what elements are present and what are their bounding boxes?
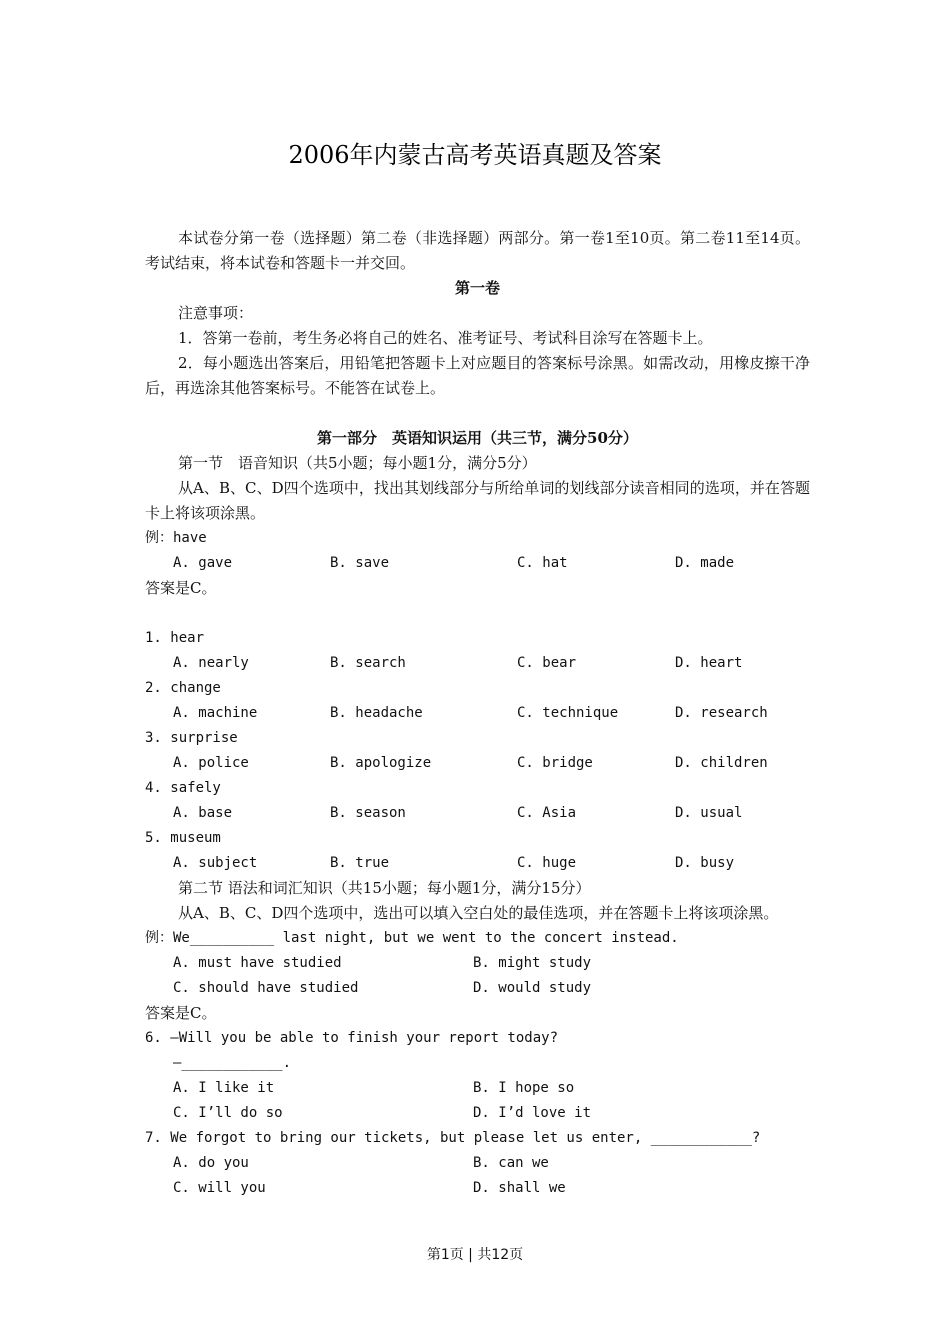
option-b: B. save xyxy=(330,555,390,571)
page-footer: 第1页 | 共12页 xyxy=(426,1247,524,1263)
section-heading: 第二节 语法和词汇知识（共15小题；每小题1分，满分15分） xyxy=(178,879,591,897)
example-options xyxy=(145,551,810,576)
question-options-row-2 xyxy=(145,1176,810,1201)
option-b: B. search xyxy=(330,655,406,671)
option-c: C. should have studied xyxy=(173,980,359,996)
question-options xyxy=(145,851,810,876)
question-options-row-1 xyxy=(145,1151,810,1176)
option-d: D. children xyxy=(675,755,768,771)
volume-heading: 第一卷 xyxy=(454,279,500,297)
option-c: C. technique xyxy=(517,705,619,721)
option-c: C. will you xyxy=(173,1180,266,1196)
option-a: A. I like it xyxy=(173,1080,275,1096)
page-title: 2006年内蒙古高考英语真题及答案 xyxy=(288,141,662,169)
question-options-row-2 xyxy=(145,1101,810,1126)
question-options xyxy=(145,651,810,676)
option-d: D. shall we xyxy=(473,1180,566,1196)
option-b: B. might study xyxy=(473,955,592,971)
example-answer: 答案是C。 xyxy=(145,1004,217,1022)
option-a: A. machine xyxy=(173,705,258,721)
option-b: B. true xyxy=(330,855,390,871)
notice-item-1: 1．答第一卷前，考生务必将自己的姓名、准考证号、考试科目涂写在答题卡上。 xyxy=(178,329,713,347)
question-word: 2. change xyxy=(145,680,221,696)
option-b: B. season xyxy=(330,805,406,821)
example-options-row-1 xyxy=(145,951,810,976)
section-instructions: 从A、B、C、D四个选项中，选出可以填入空白处的最佳选项，并在答题卡上将该项涂黑。 xyxy=(178,904,779,922)
option-d: D. would study xyxy=(473,980,592,996)
question-stem: 6. —Will you be able to finish your report today? xyxy=(145,1030,559,1046)
option-d: D. made xyxy=(675,555,735,571)
question-word: 5. museum xyxy=(145,830,221,846)
example-options-row-2 xyxy=(145,976,810,1001)
option-d: D. busy xyxy=(675,855,735,871)
option-c: C. bridge xyxy=(517,755,593,771)
option-a: A. police xyxy=(173,755,249,771)
section-heading: 第一节 语音知识（共5小题；每小题1分，满分5分） xyxy=(178,454,537,472)
option-a: A. base xyxy=(173,805,233,821)
question-stem: 7. We forgot to bring our tickets, but please let us enter, ____________? xyxy=(145,1130,761,1146)
option-a: A. must have studied xyxy=(173,955,342,971)
document-body xyxy=(145,226,810,1201)
option-d: D. research xyxy=(675,705,768,721)
option-c: C. huge xyxy=(517,855,577,871)
option-a: A. gave xyxy=(173,555,233,571)
question-word: 3. surprise xyxy=(145,730,238,746)
option-b: B. headache xyxy=(330,705,423,721)
option-d: D. I’d love it xyxy=(473,1105,592,1121)
option-c: C. Asia xyxy=(517,805,577,821)
question-options xyxy=(145,751,810,776)
spacer xyxy=(145,601,810,626)
notice-heading: 注意事项： xyxy=(178,304,254,322)
question-word: 4. safely xyxy=(145,780,221,796)
example-stem: 例：We__________ last night, but we went to the concert instead. xyxy=(145,930,679,946)
example-answer: 答案是C。 xyxy=(145,579,217,597)
question-options xyxy=(145,801,810,826)
question-word: 1. hear xyxy=(145,630,205,646)
intro-paragraph: 本试卷分第一卷（选择题）第二卷（非选择题）两部分。第一卷1至10页。第二卷11至14页。考试结束，将本试卷和答题卡一并交回。 xyxy=(145,229,810,272)
option-d: D. heart xyxy=(675,655,743,671)
question-options xyxy=(145,701,810,726)
option-c: C. bear xyxy=(517,655,577,671)
option-d: D. usual xyxy=(675,805,743,821)
example-word: 例：have xyxy=(145,530,207,546)
option-b: B. I hope so xyxy=(473,1080,575,1096)
spacer xyxy=(145,401,810,426)
notice-item-2: 2．每小题选出答案后，用铅笔把答题卡上对应题目的答案标号涂黑。如需改动，用橡皮擦干净后，再选涂其他答案标号。不能答在试卷上。 xyxy=(145,354,810,397)
option-a: A. subject xyxy=(173,855,258,871)
option-a: A. do you xyxy=(173,1155,249,1171)
option-c: C. I’ll do so xyxy=(173,1105,283,1121)
option-a: A. nearly xyxy=(173,655,249,671)
option-b: B. can we xyxy=(473,1155,549,1171)
option-c: C. hat xyxy=(517,555,568,571)
option-b: B. apologize xyxy=(330,755,432,771)
question-blank-line: —____________. xyxy=(173,1055,292,1071)
question-options-row-1 xyxy=(145,1076,810,1101)
section-instructions: 从A、B、C、D四个选项中，找出其划线部分与所给单词的划线部分读音相同的选项，并在答题卡上将该项涂黑。 xyxy=(145,479,810,522)
part-heading: 第一部分 英语知识运用（共三节，满分50分） xyxy=(317,429,638,447)
